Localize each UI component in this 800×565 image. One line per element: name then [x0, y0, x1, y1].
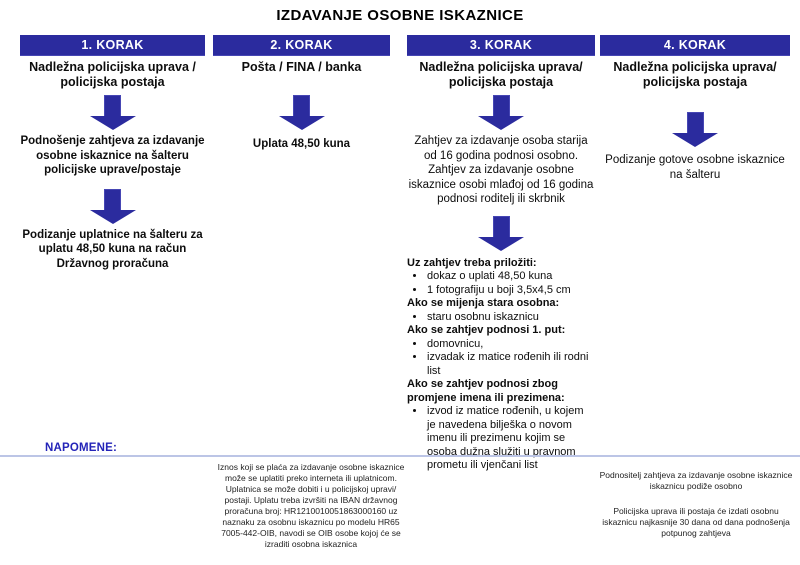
step-2-column	[213, 35, 390, 152]
step-1-column	[20, 35, 205, 271]
notes-label: NAPOMENE:	[45, 442, 118, 454]
list-item: • dokaz o uplati 48,50 kuna	[426, 270, 595, 284]
down-arrow-icon	[213, 95, 390, 130]
list-item: • domovnicu,	[426, 338, 595, 352]
name-change-list	[413, 405, 595, 473]
down-arrow-icon	[20, 189, 205, 224]
down-arrow-icon	[407, 95, 595, 130]
down-arrow-icon	[20, 95, 205, 130]
step-3-header-bar: 3. KORAK	[407, 35, 595, 56]
step-4-location: Nadležna policijska uprava/ policijska postaja	[613, 60, 777, 89]
step-4-column	[600, 35, 790, 182]
requirements-list	[413, 270, 595, 297]
list-item: • 1 fotografiju u boji 3,5x4,5 cm	[426, 284, 595, 298]
step-2-action-1: Uplata 48,50 kuna	[252, 138, 351, 150]
step-3-column	[407, 35, 595, 473]
step-1-header-bar: 1. KORAK	[20, 35, 205, 56]
footnote-payment-info: Iznos koji se plaća za izdavanje osobne iskaznice može se uplatiti preko interneta ili uplatnicom. Uplatnica se može dobiti i u policijskoj upravi/ postaji. Uplatu treba izvršiti na IBAN državnog proračuna broj: HR1210010051863000160 uz naznaku za osobnu iskaznicu po modelu HR65 7005-442-OIB, navodi se OIB osobe kojoj će se izraditi osobna iskaznica	[217, 462, 405, 549]
footnote-deadline-info: Policijska uprava ili postaja će izdati osobnu iskaznicu najkasnije 30 dana od dana podnošenja potpunog zahtjeva	[602, 506, 790, 538]
page-title: IZDAVANJE OSOBNE ISKAZNICE	[276, 7, 524, 24]
step-2-header-bar: 2. KORAK	[213, 35, 390, 56]
replacement-heading: Ako se mijenja stara osobna:	[407, 297, 560, 309]
down-arrow-icon	[600, 112, 790, 147]
step-3-location: Nadležna policijska uprava/ policijska postaja	[419, 60, 583, 89]
step-4-action-1: Podizanje gotove osobne iskaznice na šalteru	[605, 154, 785, 181]
step-3-intro: Zahtjev za izdavanje osoba starija od 16 godina podnosi osobno. Zahtjev za izdavanje osobne iskaznice osobi mlađoj od 16 godina podnosi roditelj ili skrbnik	[408, 135, 594, 205]
footer-divider	[0, 455, 800, 457]
list-item: • izvadak iz matice rođenih ili rodni list	[426, 351, 595, 378]
step-2-location: Pošta / FINA / banka	[241, 60, 362, 74]
step-4-header-bar: 4. KORAK	[600, 35, 790, 56]
down-arrow-icon	[407, 216, 595, 251]
step-3-required-documents	[407, 257, 595, 473]
requirements-heading: Uz zahtjev treba priložiti:	[407, 256, 537, 269]
step-1-action-2: Podizanje uplatnice na šalteru za uplatu 48,50 kuna na račun Državnog proračuna	[22, 228, 203, 270]
replacement-list	[413, 311, 595, 325]
step-1-action-1: Podnošenje zahtjeva za izdavanje osobne iskaznice na šalteru policijske uprave/postaje	[20, 135, 205, 176]
step-1-location: Nadležna policijska uprava / policijska postaja	[29, 60, 196, 89]
first-time-heading: Ako se zahtjev podnosi 1. put:	[407, 324, 566, 336]
name-change-heading: Ako se zahtjev podnosi zbog promjene imena ili prezimena:	[407, 378, 565, 404]
list-item: • izvod iz matice rođenih, u kojem je navedena bilješka o novom imenu ili prezimenu kojim se osoba dužna služiti u pravnom prometu ili vjenčani list	[426, 405, 595, 473]
list-item: • staru osobnu iskaznicu	[426, 311, 595, 325]
footnote-pickup-info: Podnositelj zahtjeva za izdavanje osobne iskaznice iskaznicu podiže osobno	[599, 470, 793, 491]
first-time-list	[413, 338, 595, 379]
